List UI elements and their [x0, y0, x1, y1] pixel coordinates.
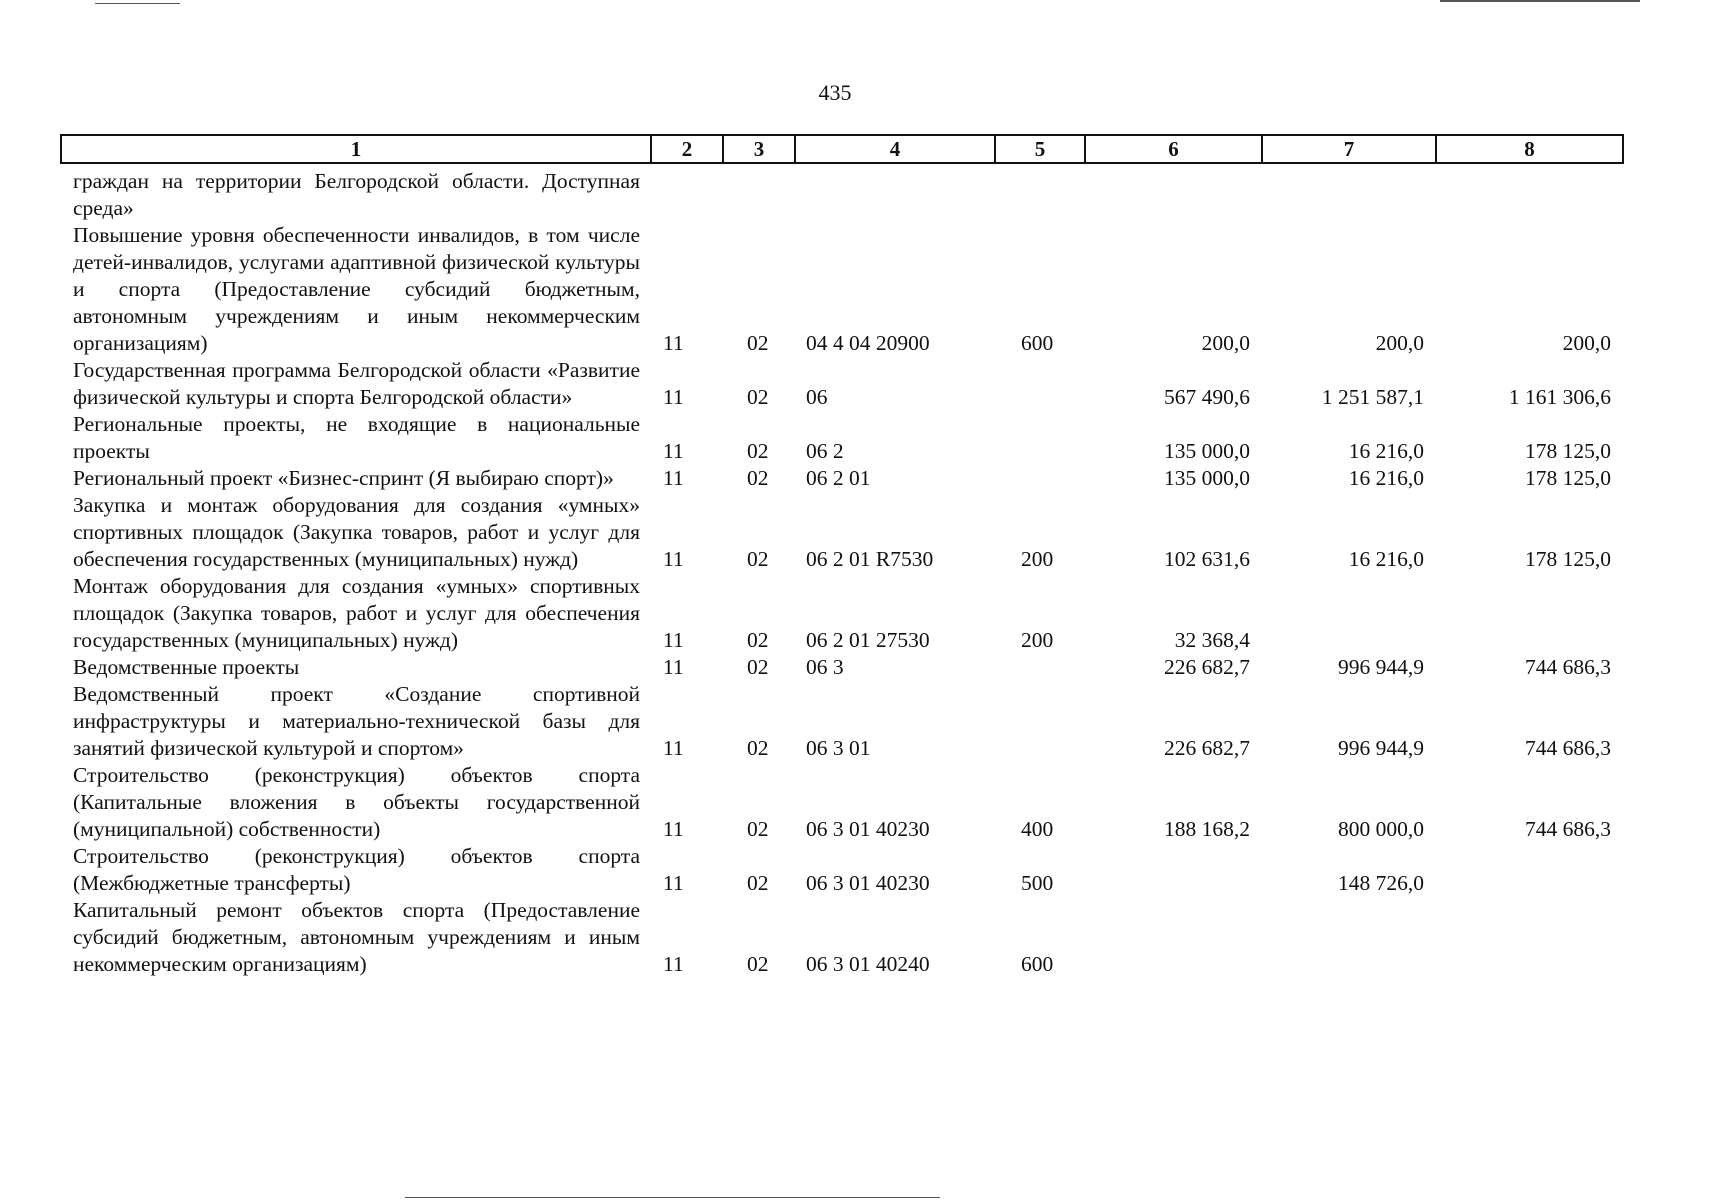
row-section-code: 11 [663, 952, 684, 976]
table-row [60, 762, 1622, 843]
row-amount-col8: 744 686,3 [1525, 736, 1611, 760]
row-amount-col7: 148 726,0 [1338, 871, 1424, 895]
row-section-code: 11 [663, 871, 684, 895]
row-target-code: 04 4 04 20900 [806, 331, 930, 355]
row-description: Строительство (реконструкция) объектов спорта (Капитальные вложения в объекты государственной (муниципальной) собственности) [73, 763, 640, 841]
row-target-code [794, 168, 994, 222]
row-amount-col6: 226 682,7 [1164, 655, 1250, 679]
row-section-code: 11 [663, 736, 684, 760]
row-subsection-code: 02 [747, 736, 769, 760]
row-target-code: 06 2 01 R7530 [806, 547, 934, 571]
row-target-code: 06 3 01 40240 [806, 952, 930, 976]
row-section-code: 11 [663, 331, 684, 355]
row-description: Ведомственные проекты [73, 655, 300, 679]
row-target-code: 06 3 01 40230 [806, 817, 930, 841]
row-amount-col6 [1084, 897, 1261, 978]
row-section-code: 11 [663, 817, 684, 841]
row-amount-col7: 16 216,0 [1348, 466, 1424, 490]
row-description: Закупка и монтаж оборудования для создания «умных» спортивных площадок (Закупка товаров, работ и услуг для обеспечения государственных (муниципальных) нужд) [73, 493, 640, 571]
row-amount-col7 [1261, 897, 1435, 978]
row-amount-col8 [1435, 843, 1622, 897]
row-expense-type: 600 [1021, 331, 1054, 355]
row-section-code: 11 [663, 385, 684, 409]
row-amount-col7: 200,0 [1375, 331, 1424, 355]
column-header-4: 4 [795, 135, 995, 163]
row-description: Региональные проекты, не входящие в национальные проекты [73, 412, 640, 463]
row-expense-type: 500 [1021, 871, 1054, 895]
row-amount-col6 [1084, 168, 1261, 222]
row-amount-col6: 135 000,0 [1164, 466, 1250, 490]
row-subsection-code: 02 [747, 655, 769, 679]
row-target-code: 06 3 01 40230 [806, 871, 930, 895]
scan-artifact-line-top-left [95, 3, 180, 4]
row-expense-type [994, 411, 1084, 465]
row-section-code: 11 [663, 439, 684, 463]
row-subsection-code: 02 [747, 952, 769, 976]
table-row [60, 222, 1622, 357]
row-subsection-code: 02 [747, 547, 769, 571]
row-expense-type: 200 [1021, 547, 1054, 571]
row-expense-type: 400 [1021, 817, 1054, 841]
budget-table [60, 168, 1622, 978]
row-amount-col8: 200,0 [1562, 331, 1611, 355]
row-amount-col6: 102 631,6 [1164, 547, 1250, 571]
scan-artifact-line-top-right [1440, 0, 1640, 2]
row-amount-col6: 200,0 [1201, 331, 1250, 355]
row-amount-col6 [1084, 843, 1261, 897]
row-amount-col7: 800 000,0 [1338, 817, 1424, 841]
row-description: Ведомственный проект «Создание спортивной инфраструктуры и материально-технической базы для занятий физической культурой и спортом» [73, 682, 640, 760]
row-subsection-code [722, 168, 794, 222]
row-description: Строительство (реконструкция) объектов спорта (Межбюджетные трансферты) [73, 844, 640, 895]
column-header-1: 1 [61, 135, 651, 163]
row-amount-col7: 996 944,9 [1338, 736, 1424, 760]
row-section-code: 11 [663, 655, 684, 679]
column-header-table [60, 134, 1624, 164]
row-expense-type [994, 681, 1084, 762]
row-subsection-code: 02 [747, 385, 769, 409]
row-expense-type [994, 168, 1084, 222]
column-header-row [61, 135, 1623, 163]
row-expense-type [994, 465, 1084, 492]
table-row [60, 168, 1622, 222]
row-amount-col7: 996 944,9 [1338, 655, 1424, 679]
row-amount-col6: 226 682,7 [1164, 736, 1250, 760]
scan-artifact-line-bottom [405, 1197, 940, 1198]
row-amount-col6: 32 368,4 [1174, 628, 1250, 652]
table-row [60, 357, 1622, 411]
row-target-code: 06 [806, 385, 828, 409]
row-amount-col6: 567 490,6 [1164, 385, 1250, 409]
row-amount-col6: 135 000,0 [1164, 439, 1250, 463]
row-target-code: 06 3 [806, 655, 844, 679]
row-description: Монтаж оборудования для создания «умных» спортивных площадок (Закупка товаров, работ и услуг для обеспечения государственных (муниципальных) нужд) [73, 574, 640, 652]
row-description: Региональный проект «Бизнес-спринт (Я выбираю спорт)» [73, 466, 614, 490]
row-expense-type [994, 654, 1084, 681]
row-amount-col7 [1261, 168, 1435, 222]
row-description: Государственная программа Белгородской области «Развитие физической культуры и спорта Белгородской области» [73, 358, 640, 409]
row-description: Капитальный ремонт объектов спорта (Предоставление субсидий бюджетным, автономным учреждениям и иным некоммерческим организациям) [73, 898, 640, 976]
row-amount-col8: 744 686,3 [1525, 817, 1611, 841]
table-row [60, 573, 1622, 654]
page-number: 435 [818, 80, 852, 105]
row-target-code: 06 2 [806, 439, 844, 463]
row-subsection-code: 02 [747, 871, 769, 895]
row-subsection-code: 02 [747, 466, 769, 490]
row-amount-col7 [1261, 573, 1435, 654]
row-expense-type: 600 [1021, 952, 1054, 976]
row-amount-col8 [1435, 573, 1622, 654]
table-row [60, 897, 1622, 978]
row-target-code: 06 3 01 [806, 736, 871, 760]
column-header-5: 5 [995, 135, 1085, 163]
row-section-code: 11 [663, 628, 684, 652]
row-amount-col8: 744 686,3 [1525, 655, 1611, 679]
column-header-3: 3 [723, 135, 795, 163]
row-amount-col7: 16 216,0 [1348, 439, 1424, 463]
row-amount-col6: 188 168,2 [1164, 817, 1250, 841]
row-subsection-code: 02 [747, 817, 769, 841]
row-amount-col7: 1 251 587,1 [1321, 385, 1424, 409]
row-amount-col8: 1 161 306,6 [1508, 385, 1611, 409]
table-row [60, 492, 1622, 573]
column-header-8: 8 [1436, 135, 1623, 163]
column-header-2: 2 [651, 135, 723, 163]
row-subsection-code: 02 [747, 331, 769, 355]
table-row [60, 681, 1622, 762]
row-section-code: 11 [663, 547, 684, 571]
row-expense-type: 200 [1021, 628, 1054, 652]
table-row [60, 843, 1622, 897]
row-section-code [650, 168, 722, 222]
row-amount-col7: 16 216,0 [1348, 547, 1424, 571]
row-amount-col8: 178 125,0 [1525, 439, 1611, 463]
table-row [60, 654, 1622, 681]
row-expense-type [994, 357, 1084, 411]
row-amount-col8 [1435, 168, 1622, 222]
row-target-code: 06 2 01 27530 [806, 628, 930, 652]
row-description: граждан на территории Белгородской области. Доступная среда» [73, 169, 640, 220]
column-header-6: 6 [1085, 135, 1262, 163]
row-amount-col8: 178 125,0 [1525, 547, 1611, 571]
row-description: Повышение уровня обеспеченности инвалидов, в том числе детей-инвалидов, услугами адаптивной физической культуры и спорта (Предоставление субсидий бюджетным, автономным учреждениям и иным некоммерческим организациям) [73, 223, 640, 355]
row-subsection-code: 02 [747, 439, 769, 463]
table-row [60, 465, 1622, 492]
row-section-code: 11 [663, 466, 684, 490]
table-row [60, 411, 1622, 465]
row-target-code: 06 2 01 [806, 466, 871, 490]
row-amount-col8 [1435, 897, 1622, 978]
row-subsection-code: 02 [747, 628, 769, 652]
row-amount-col8: 178 125,0 [1525, 466, 1611, 490]
column-header-7: 7 [1262, 135, 1436, 163]
